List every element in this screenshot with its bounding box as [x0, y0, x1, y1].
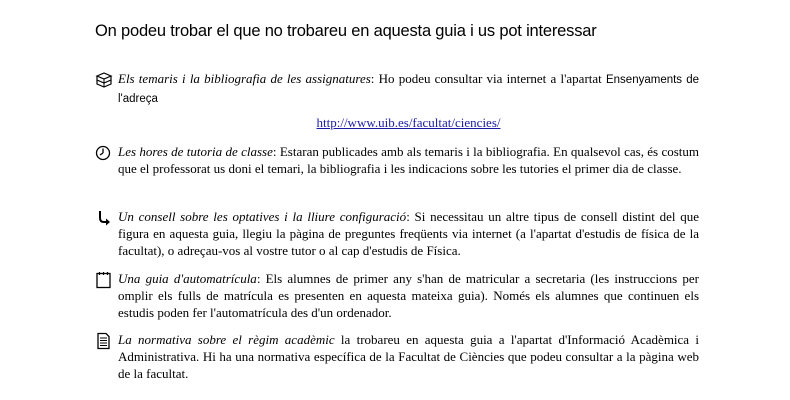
item-separator: : [272, 144, 280, 159]
item-body: la trobareu en aquesta guia a l'apartat d'Informació Acadèmica i Administrativa. Hi ha una normativa específica de la Facultat de Ciències que podeu consultar a la pàgina web de la facultat. [118, 332, 699, 381]
item-title: Les hores de tutoria de classe [118, 144, 273, 159]
item-body: Estaran publicades amb als temaris i la bibliografia. En qualsevol cas, és costum que el professorat us doni el temari, la bibliografia i les indicacions sobre les tutories el primer dia de classe. [118, 144, 700, 176]
item-body: Ho podeu consultar via internet a l'apartat [378, 71, 606, 86]
books-icon [95, 71, 113, 89]
item-consell [95, 208, 699, 259]
item-separator: : [256, 271, 266, 286]
item-title: Un consell sobre les optatives i la lliure configuració [118, 209, 407, 224]
item-tutories [95, 143, 699, 177]
item-separator: : [370, 71, 379, 86]
item-body-sans: Ensenyaments de l'adreça [118, 74, 699, 105]
item-title: La normativa sobre el règim acadèmic [118, 332, 335, 347]
faculty-link[interactable]: http://www.uib.es/facultat/ciencies/ [316, 115, 501, 130]
item-temaris [95, 70, 699, 108]
item-normativa [95, 331, 699, 382]
item-title: Una guia d'automatrícula [118, 271, 257, 286]
item-separator: : [406, 209, 415, 224]
document-icon [95, 332, 113, 350]
item-body: Els alumnes de primer any s'han de matricular a secretaria (les instruccions per omplir els fulls de matrícula es presenten en aquesta mateixa guia). Només els alumnes que continuen els estudis poden fer l'automatrícula des d'un ordenador. [118, 271, 699, 320]
link-line [95, 114, 722, 131]
item-title: Els temaris i la bibliografia de les assignatures [118, 71, 371, 86]
page-heading: On podeu trobar el que no trobareu en aquesta guia i us pot interessar [95, 22, 597, 40]
item-automatricula [95, 270, 699, 321]
notepad-icon [95, 271, 113, 289]
arrow-icon [95, 209, 113, 227]
item-body: Si necessitau un altre tipus de consell distint del que figura en aquesta guia, llegiu la pàgina de preguntes freqüents via internet (a l'apartat d'estudis de física de la facultat), o adreçau-vos al vostre tutor o al cap d'estudis de Física. [118, 209, 699, 258]
clock-icon [95, 144, 113, 162]
